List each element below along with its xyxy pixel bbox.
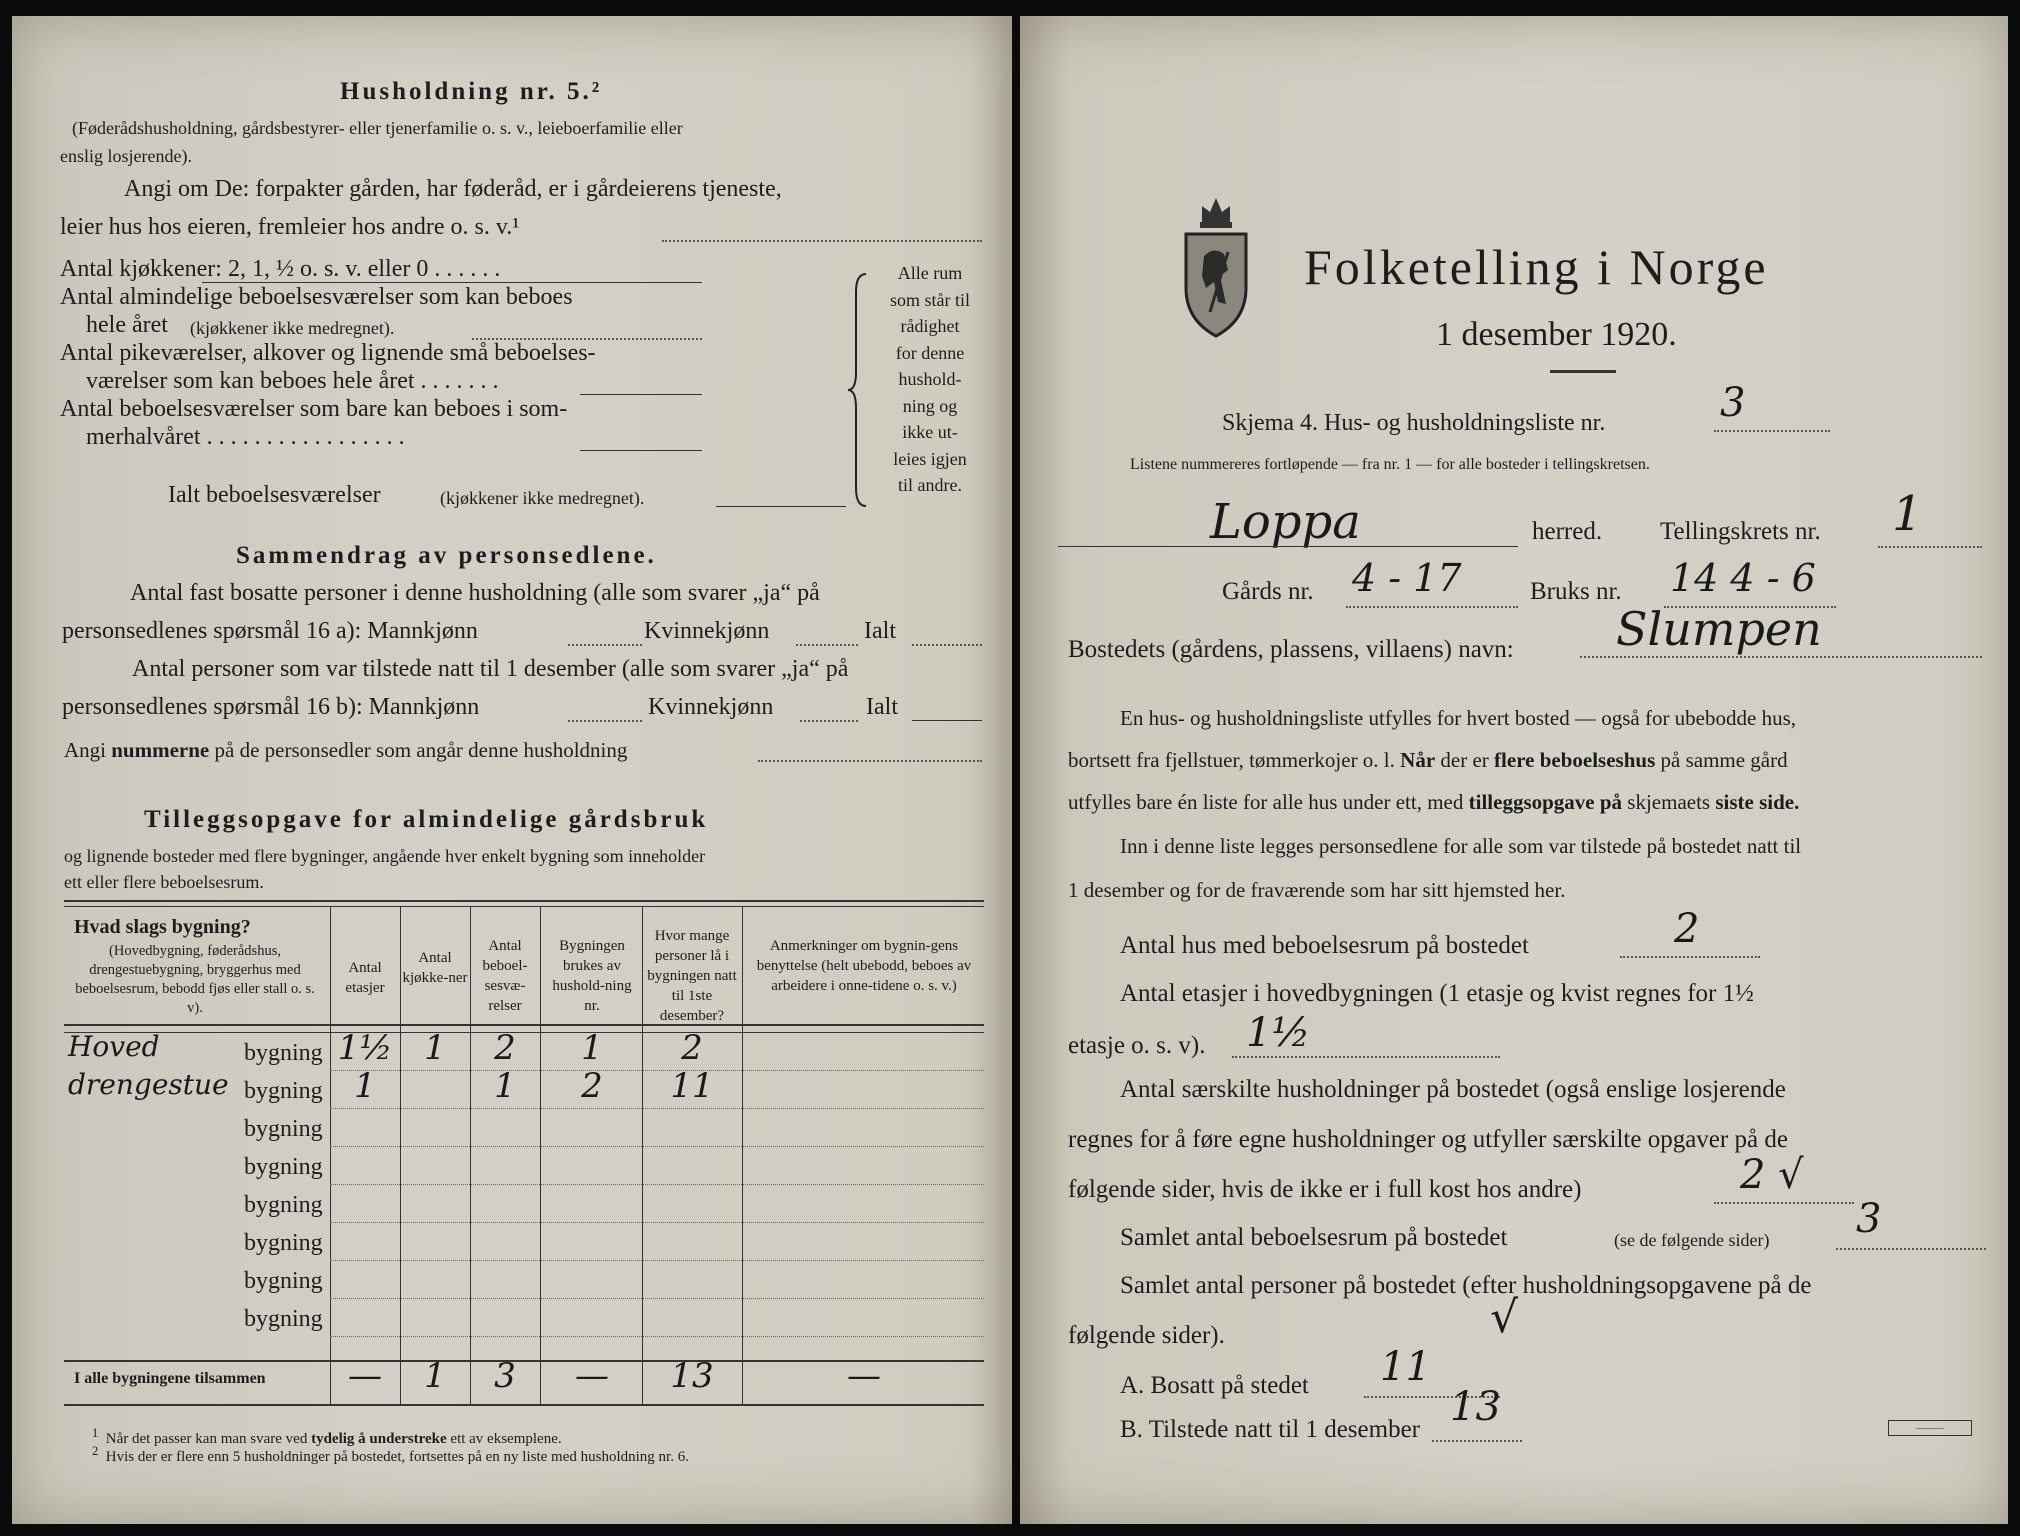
- bruks-label: Bruks nr.: [1530, 578, 1622, 605]
- fast-line-2c: Ialt: [864, 618, 896, 644]
- row-building-suffix: bygning: [244, 1116, 323, 1142]
- footnote-2: $^2$ Hvis der er flere enn 5 husholdninger på bostedet, fortsettes på en ny liste med husholdning nr. 6.: [92, 1444, 689, 1465]
- brace-icon: [848, 272, 872, 508]
- beboelses-note: (kjøkkener ikke medregnet).: [190, 318, 395, 338]
- angi-nummer-pre: Angi: [64, 738, 112, 762]
- instr-2-pre: bortsett fra fjellstuer, tømmerkojer o. l.: [1068, 748, 1401, 772]
- angi-nummer-post: på de personsedler som angår denne husholdning: [209, 738, 628, 762]
- brace-note-line: til andre.: [898, 475, 962, 495]
- fast-line-2a: personsedlenes spørsmål 16 a): Mannkjønn: [62, 618, 478, 644]
- tilstede-line-1: Antal personer som var tilstede natt til 1 desember (alle som svarer „ja“ på: [132, 656, 849, 682]
- instr-2-post: på samme gård: [1655, 748, 1788, 772]
- instr-3-pre: utfylles bare én liste for alle hus under ett, med: [1068, 790, 1469, 814]
- samlet-rum-note: (se de følgende sider): [1614, 1230, 1770, 1250]
- brace-note-line: som står til: [890, 289, 970, 310]
- row-etasjer: 1: [354, 1066, 376, 1106]
- sommer-label-2: merhalvåret . . . . . . . . . . . . . . . . .: [86, 424, 405, 450]
- sammendrag-title: Sammendrag av personsedlene.: [236, 542, 657, 569]
- etasjer-value: 1½: [1246, 1010, 1311, 1056]
- table-col-building-title: Hvad slags bygning?: [74, 916, 251, 938]
- bosted-line: [1580, 656, 1982, 658]
- pike-line: [580, 394, 702, 395]
- etasjer-fill-line: [1232, 1056, 1500, 1058]
- right-page: [1020, 16, 2008, 1524]
- kjokkener-line: [202, 282, 702, 283]
- tilstede-kvinne-line: [800, 720, 858, 722]
- brace-note-line: for denne: [895, 342, 965, 363]
- brace-note-line: Alle rum: [897, 263, 963, 283]
- bosatt-label: A. Bosatt på stedet: [1120, 1372, 1309, 1399]
- title-rule: [1550, 370, 1616, 373]
- footnote-1-pre: Når det passer kan man svare ved: [105, 1431, 312, 1447]
- husholdning-subtitle-2: enslig losjerende).: [60, 146, 192, 166]
- table-col-building-sub: (Hovedbygning, føderådshus, drengestuebygning, bryggerhus med beboelsesrum, bebodd fjøs eller stall o. s. v).: [75, 943, 315, 1016]
- instr-3-bold-2: siste side.: [1715, 790, 1800, 814]
- total-etasjer: —: [348, 1356, 382, 1396]
- footnote-2-text: Hvis der er flere enn 5 husholdninger på bostedet, fortsettes på en ny liste med husholdning nr. 6.: [105, 1449, 689, 1465]
- total-anm: —: [847, 1356, 881, 1396]
- bosted-value: Slumpen: [1616, 602, 1822, 656]
- instr-4: Inn i denne liste legges personsedlene for alle som var tilstede på bostedet natt til: [1120, 834, 1802, 858]
- row-building-suffix: bygning: [244, 1306, 323, 1332]
- herred-line: [1058, 546, 1518, 547]
- row-hush: 2: [581, 1066, 603, 1106]
- samlet-pers-check: √: [1490, 1292, 1519, 1343]
- bosatt-value: 11: [1380, 1344, 1431, 1390]
- herred-label: herred.: [1532, 518, 1603, 545]
- printer-stamp: ———: [1888, 1420, 1972, 1436]
- instr-5: 1 desember og for de fraværende som har sitt hjemsted her.: [1068, 878, 1566, 902]
- brace-note: [880, 260, 980, 499]
- row-building-name: Hoved: [68, 1030, 160, 1063]
- fast-mann-line: [568, 644, 642, 646]
- total-hush: —: [575, 1356, 609, 1396]
- instr-3: [1068, 790, 1799, 815]
- census-form-spread: [12, 16, 2008, 1526]
- ialt-label: Ialt beboelsesværelser: [168, 482, 381, 508]
- beboelses-label-2: hele året: [86, 312, 168, 338]
- row-rum: 1: [494, 1066, 516, 1106]
- pike-label-2: værelser som kan beboes hele året . . . . . . .: [86, 368, 499, 394]
- table-col-personer: Hvor mange personer lå i bygningen natt til 1ste desember?: [647, 928, 737, 1024]
- tillegg-title: Tilleggsopgave for almindelige gårdsbruk: [144, 806, 709, 833]
- saer-line-3: følgende sider, hvis de ikke er i full kost hos andre): [1068, 1176, 1582, 1203]
- fast-kvinne-line: [796, 644, 858, 646]
- saer-line-2: regnes for å føre egne husholdninger og utfyller særskilte opgaver på de: [1068, 1126, 1788, 1153]
- tilstede-label: B. Tilstede natt til 1 desember: [1120, 1416, 1420, 1443]
- fast-line-1: Antal fast bosatte personer i denne husholdning (alle som svarer „ja“ på: [130, 580, 820, 606]
- row-separator: [330, 1108, 984, 1109]
- left-page: [12, 16, 1012, 1524]
- ialt-note: (kjøkkener ikke medregnet).: [440, 488, 645, 508]
- angi-nummer-bold: nummerne: [111, 738, 210, 762]
- angi-nummer-line: [758, 760, 982, 762]
- angi-nummer: [64, 738, 627, 763]
- angi-line-1: Angi om De: forpakter gården, har føderåd, er i gårdeierens tjeneste,: [124, 176, 782, 202]
- etasjer-line-1: Antal etasjer i hovedbygningen (1 etasje og kvist regnes for 1½: [1120, 980, 1754, 1007]
- row-etasjer: 1½: [337, 1028, 393, 1068]
- etasjer-line-2: etasje o. s. v).: [1068, 1032, 1206, 1059]
- tilstede-fill-line: [1432, 1440, 1522, 1442]
- tellingskrets-label: Tellingskrets nr.: [1660, 518, 1821, 545]
- row-building-suffix: bygning: [244, 1078, 323, 1104]
- samlet-rum-line: [1836, 1248, 1986, 1250]
- bruks-value: 14 4 - 6: [1670, 556, 1816, 600]
- row-building-suffix: bygning: [244, 1192, 323, 1218]
- table-total-label: I alle bygningene tilsammen: [74, 1370, 266, 1387]
- footnote-1-bold: tydelig å understreke: [311, 1431, 447, 1447]
- total-personer: 13: [670, 1356, 714, 1396]
- samlet-rum-value: 3: [1856, 1196, 1882, 1242]
- samlet-pers-line-2: følgende sider).: [1068, 1322, 1225, 1349]
- row-separator: [330, 1222, 984, 1223]
- row-building-suffix: bygning: [244, 1268, 323, 1294]
- row-separator: [330, 1260, 984, 1261]
- samlet-rum-label: Samlet antal beboelsesrum på bostedet: [1120, 1224, 1508, 1251]
- table-col-hush: Bygningen brukes av hushold-ning nr.: [552, 938, 632, 1014]
- gards-line: [1346, 606, 1518, 608]
- saer-value: 2 √: [1740, 1152, 1804, 1198]
- herred-value: Loppa: [1210, 494, 1361, 550]
- brace-note-line: ikke ut-: [902, 422, 958, 442]
- tellingskrets-value: 1: [1892, 486, 1923, 542]
- table-col-rum: Antal beboel-sesvæ-relser: [482, 938, 528, 1014]
- footnote-1: $^1$ Når det passer kan man svare ved tydelig å understreke ett av eksemplene.: [92, 1426, 562, 1447]
- husholdning-title: Husholdning nr. 5.²: [340, 78, 603, 105]
- row-separator: [330, 1184, 984, 1185]
- row-building-suffix: bygning: [244, 1230, 323, 1256]
- tilstede-line-2b: Kvinnekjønn: [648, 694, 774, 720]
- angi-fill-line: [662, 240, 982, 242]
- skjema-label: Skjema 4. Hus- og husholdningsliste nr.: [1222, 410, 1606, 436]
- tilstede-line-2a: personsedlenes spørsmål 16 b): Mannkjønn: [62, 694, 480, 720]
- gards-label: Gårds nr.: [1222, 578, 1314, 605]
- kjokkener-label: Antal kjøkkener: 2, 1, ½ o. s. v. eller 0 . . . . . .: [60, 256, 501, 282]
- brace-note-line: leies igjen: [893, 448, 967, 469]
- tilstede-value: 13: [1450, 1384, 1501, 1430]
- row-separator: [330, 1336, 984, 1337]
- tilstede-line-2c: Ialt: [866, 694, 898, 720]
- skjema-value: 3: [1720, 380, 1746, 426]
- sommer-line: [580, 450, 702, 451]
- tillegg-subtitle-1: og lignende bosteder med flere bygninger, angående hver enkelt bygning som inneholder: [64, 846, 706, 866]
- hus-value: 2: [1674, 906, 1700, 952]
- listene-note: Listene nummereres fortløpende — fra nr. 1 — for alle bosteder i tellingskretsen.: [1130, 456, 1650, 473]
- hus-label: Antal hus med beboelsesrum på bostedet: [1120, 932, 1529, 959]
- beboelses-label-1: Antal almindelige beboelsesværelser som kan beboes: [60, 284, 573, 310]
- instr-3-bold-1: tilleggsopgave på: [1468, 790, 1623, 814]
- tillegg-subtitle-2: ett eller flere beboelsesrum.: [64, 872, 264, 892]
- total-rum: 3: [494, 1356, 516, 1396]
- row-building-suffix: bygning: [244, 1040, 323, 1066]
- table-col-anm: Anmerkninger om bygnin-gens benyttelse (helt ubebodd, beboes av arbeidere i onne-tidene o. s. v.): [756, 938, 972, 994]
- form-title: Folketelling i Norge: [1304, 239, 1769, 295]
- saer-line-1: Antal særskilte husholdninger på bostedet (også enslige losjerende: [1120, 1076, 1786, 1103]
- tilstede-ialt-line: [912, 720, 982, 721]
- husholdning-subtitle: (Føderådshusholdning, gårdsbestyrer- eller tjenerfamilie o. s. v., leieboerfamilie eller: [72, 118, 683, 138]
- saer-fill-line: [1714, 1202, 1854, 1204]
- brace-note-line: hushold-: [898, 369, 962, 389]
- skjema-line: [1714, 430, 1830, 432]
- row-separator: [330, 1146, 984, 1147]
- norway-coat-of-arms-icon: [1180, 192, 1252, 340]
- tilstede-mann-line: [568, 720, 642, 722]
- form-date: 1 desember 1920.: [1436, 316, 1677, 353]
- fast-ialt-line: [912, 644, 982, 646]
- instr-1: En hus- og husholdningsliste utfylles for hvert bosted — også for ubebodde hus,: [1120, 706, 1796, 730]
- angi-line-2: leier hus hos eieren, fremleier hos andre o. s. v.¹: [60, 214, 520, 240]
- total-kjokkener: 1: [424, 1356, 446, 1396]
- instr-3-mid: skjemaets: [1622, 790, 1716, 814]
- footnote-1-post: ett av eksemplene.: [446, 1431, 562, 1447]
- brace-note-line: rådighet: [900, 316, 960, 336]
- ialt-line: [716, 506, 846, 507]
- row-separator: [330, 1298, 984, 1299]
- tellingskrets-line: [1878, 546, 1982, 548]
- row-hush: 1: [581, 1028, 603, 1068]
- row-personer: 11: [670, 1066, 714, 1106]
- instr-2-bold-2: flere beboelseshus: [1494, 748, 1656, 772]
- instr-2: [1068, 748, 1788, 773]
- fast-line-2b: Kvinnekjønn: [644, 618, 770, 644]
- row-kjokkener: 1: [424, 1028, 446, 1068]
- brace-note-line: ning og: [902, 395, 958, 416]
- bosted-label: Bostedets (gårdens, plassens, villaens) navn:: [1068, 636, 1514, 663]
- table-col-kjokkener: Antal kjøkke-ner: [402, 950, 468, 986]
- row-building-name: drengestue: [68, 1068, 229, 1101]
- instr-2-mid: der er: [1435, 748, 1495, 772]
- row-personer: 2: [681, 1028, 703, 1068]
- pike-label-1: Antal pikeværelser, alkover og lignende små beboelses-: [60, 340, 596, 366]
- instr-2-bold-1: Når: [1400, 748, 1436, 772]
- samlet-pers-line-1: Samlet antal personer på bostedet (efter husholdningsopgavene på de: [1120, 1272, 1812, 1299]
- row-building-suffix: bygning: [244, 1154, 323, 1180]
- row-rum: 2: [494, 1028, 516, 1068]
- hus-line: [1620, 956, 1760, 958]
- sommer-label-1: Antal beboelsesværelser som bare kan beboes i som-: [60, 396, 568, 422]
- table-col-etasjer: Antal etasjer: [345, 960, 385, 996]
- gards-value: 4 - 17: [1352, 556, 1462, 600]
